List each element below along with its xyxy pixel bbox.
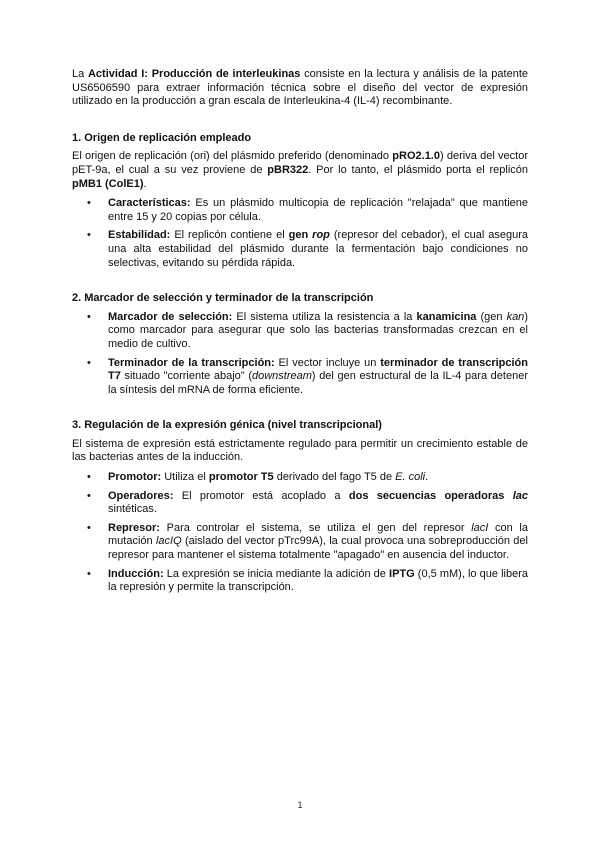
item-text: El vector incluye un xyxy=(274,356,381,369)
italic-term: downstream xyxy=(251,370,312,383)
item-label: Promotor: xyxy=(108,471,162,484)
bullet-icon: • xyxy=(87,356,91,369)
organism-name: E. coli xyxy=(395,471,426,484)
item-label: Marcador de selección: xyxy=(108,310,233,323)
bullet-icon: • xyxy=(87,229,91,242)
item-text: ) como marcador para asegurar que solo las bacterias transformadas crezcan en el medio de cultivo. xyxy=(108,310,528,350)
item-text: La expresión se inicia mediante la adición de xyxy=(163,567,390,580)
section-1-paragraph xyxy=(72,150,528,191)
text: . Por lo tanto, el plásmido porta el replicón xyxy=(308,163,528,176)
replicon-name: pMB1 (ColE1) xyxy=(72,177,144,190)
gene-name: rop xyxy=(312,229,330,242)
bullet-icon: • xyxy=(87,521,91,534)
item-text: (represor del cebador), el cual asegura una alta estabilidad del plásmido durante la fermentación bajo condiciones no selectivas, evitando su pérdida rápida. xyxy=(108,229,528,269)
section-1-heading: 1. Origen de replicación empleado xyxy=(72,131,252,144)
list-item xyxy=(72,522,528,563)
promoter-name: promotor T5 xyxy=(208,471,274,484)
text: . xyxy=(143,177,147,190)
operator-name: lac xyxy=(512,489,528,502)
list-item xyxy=(72,197,528,224)
item-text: ) del gen estructural de la IL-4 para detener la síntesis del mRNA de forma eficiente. xyxy=(108,370,528,396)
document-content xyxy=(72,68,528,617)
item-text: (gen xyxy=(476,310,507,323)
section-3-paragraph: El sistema de expresión está estrictamente regulado para permitir un crecimiento estable de las bacterias antes de la inducción. xyxy=(72,437,528,464)
item-text: El replicón contiene el xyxy=(170,229,289,242)
item-text: Para controlar el sistema, se utiliza el gen del represor xyxy=(159,521,472,534)
intro-text: La xyxy=(72,68,88,80)
section-origin xyxy=(72,132,528,270)
gene-name: kan xyxy=(506,310,525,323)
text: El origen de replicación (ori) del plásmido preferido (denominado xyxy=(72,150,393,163)
item-text: El promotor está acoplado a xyxy=(173,489,349,502)
section-regulation xyxy=(72,419,528,595)
item-label: Características: xyxy=(108,197,191,210)
item-text: (aislado del vector pTrc99A), la cual provoca una sobreproducción del represor para mantener el sistema totalmente "apagado" en ausencia del inductor. xyxy=(108,535,528,562)
item-text: situado "corriente abajo" ( xyxy=(120,370,252,383)
list-item xyxy=(72,311,528,352)
section-3-heading: 3. Regulación de la expresión génica (nivel transcripcional) xyxy=(72,419,382,432)
inducer-name: IPTG xyxy=(389,567,415,580)
bullet-icon: • xyxy=(87,310,91,323)
vector-name: pBR322 xyxy=(267,163,309,176)
antibiotic-name: kanamicina xyxy=(416,310,477,323)
list-item xyxy=(72,490,528,517)
terminator-name: terminador de transcripción T7 xyxy=(108,356,528,383)
item-label: Terminador de la transcripción: xyxy=(108,356,275,369)
gene-name: lacI xyxy=(471,521,489,534)
bullet-icon: • xyxy=(87,489,91,502)
mutation-name: lacIQ xyxy=(155,535,182,548)
section-3-list xyxy=(72,471,528,595)
list-item xyxy=(72,229,528,270)
section-1-list xyxy=(72,197,528,270)
item-text: con la mutación xyxy=(108,521,528,548)
item-label: Represor: xyxy=(108,521,160,534)
bullet-icon: • xyxy=(87,197,91,210)
item-label: Operadores: xyxy=(108,489,174,502)
item-text: El sistema utiliza la resistencia a la xyxy=(232,310,417,323)
intro-text: consiste en la lectura y análisis de la patente US6506590 para extraer información técnica sobre el diseño del vector de expresión utilizado en la producción a gran escala de Interleukina-4 (IL-4) recombinante. xyxy=(72,68,529,108)
section-2-list xyxy=(72,311,528,398)
item-text: derivado del fago T5 de xyxy=(273,471,396,484)
gene-label: gen xyxy=(288,229,313,242)
plasmid-name: pRO2.1.0 xyxy=(392,150,440,163)
list-item xyxy=(72,471,528,485)
bullet-icon: • xyxy=(87,567,91,580)
intro-paragraph xyxy=(72,68,528,109)
item-text: (0,5 mM), lo que libera la represión y permite la transcripción. xyxy=(108,567,528,594)
list-item xyxy=(72,357,528,398)
item-label: Estabilidad: xyxy=(108,229,171,242)
section-2-heading: 2. Marcador de selección y terminador de la transcripción xyxy=(72,292,374,305)
item-text: . xyxy=(425,471,429,484)
activity-title: Actividad I: Producción de interleukinas xyxy=(87,68,301,80)
page-number: 1 xyxy=(297,800,303,810)
item-text: Utiliza el xyxy=(161,471,209,484)
list-item xyxy=(72,568,528,595)
item-text: Es un plásmido multicopia de replicación "relajada" que mantiene entre 15 y 20 copias por célula. xyxy=(108,197,528,223)
bullet-icon: • xyxy=(87,471,91,484)
item-text: sintéticas. xyxy=(108,503,157,516)
text: ) deriva del vector pET-9a, el cual a su vez proviene de xyxy=(72,150,528,176)
item-label: Inducción: xyxy=(108,567,164,580)
section-selection xyxy=(72,292,528,397)
operator-label: dos secuencias operadoras xyxy=(348,489,513,502)
